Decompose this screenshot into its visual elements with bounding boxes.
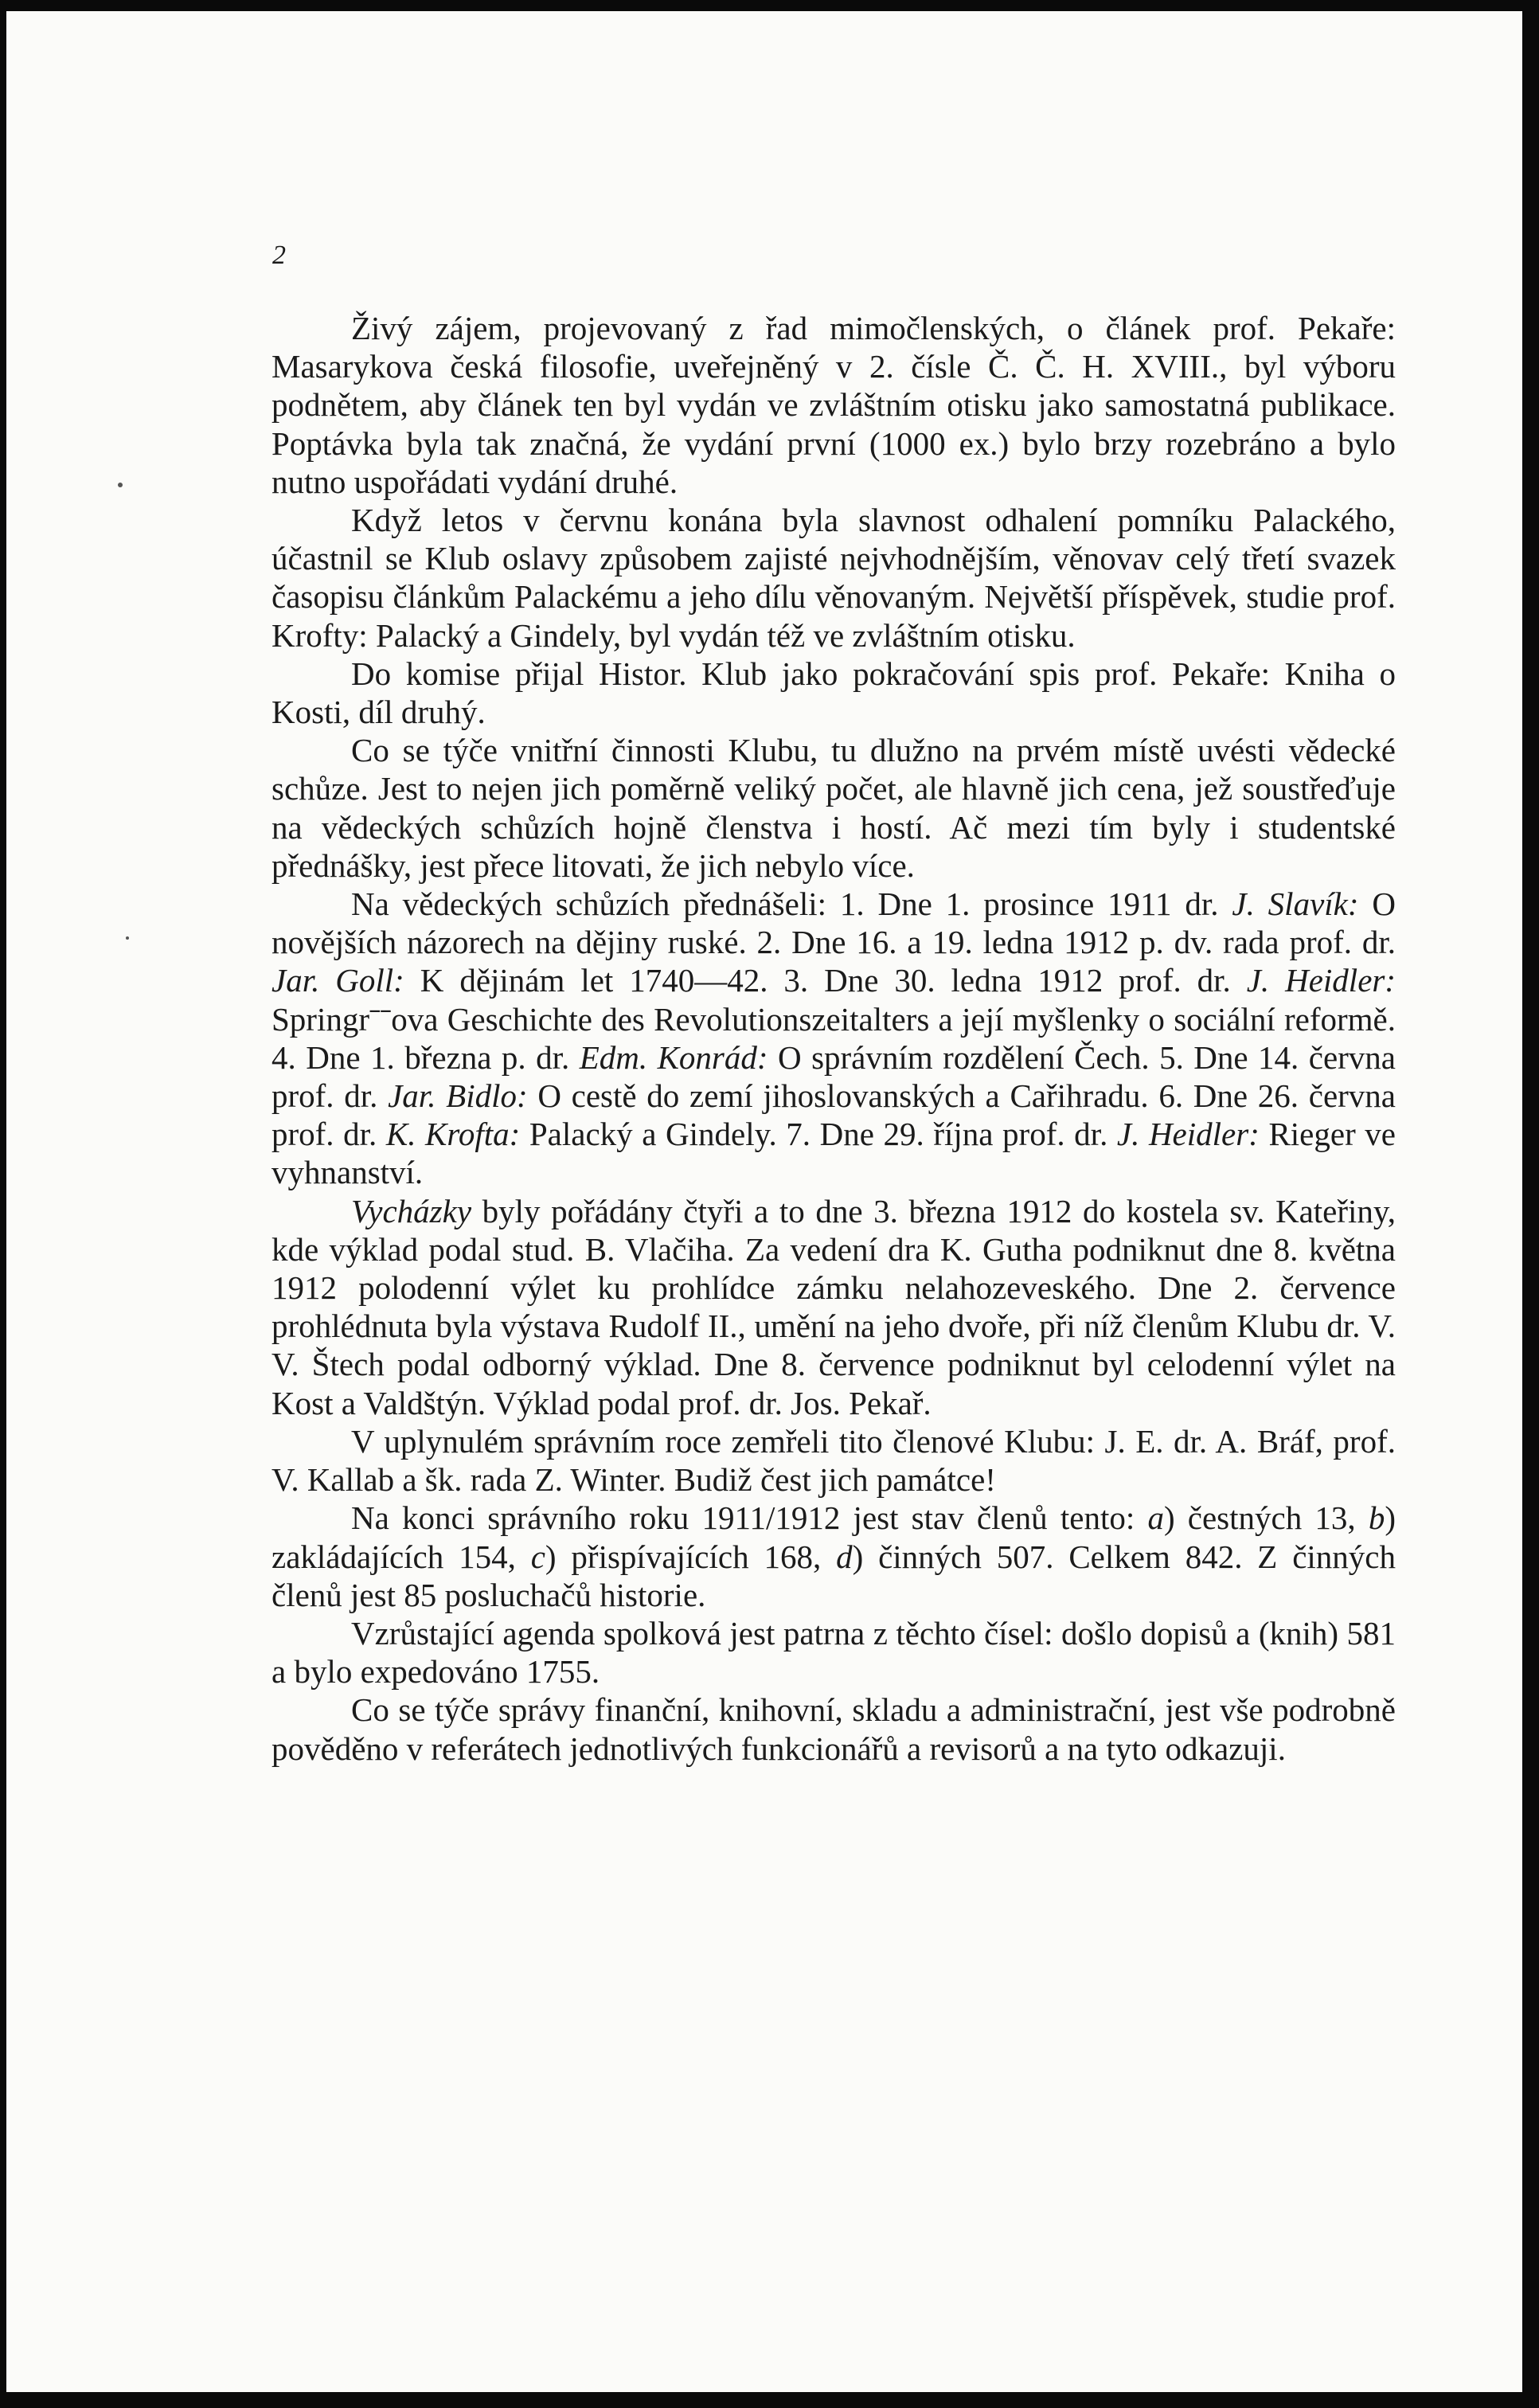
- italic-text: a: [1147, 1499, 1164, 1537]
- paragraph: [271, 309, 1396, 501]
- text-run: Co se týče vnitřní činnosti Klubu, tu dlužno na prvém místě uvésti vědecké schůze. Jest to nejen jich poměrně veliký počet, ale hlavně jich cena, jež soustřeďuje na vědeckých schůzích hojně členstva i hostí. Ač mezi tím byly i studentské přednášky, jest přece litovati, že jich nebylo více.: [271, 732, 1396, 884]
- italic-text: Edm. Konrád:: [579, 1038, 768, 1076]
- italic-text: Jar. Goll:: [271, 962, 404, 999]
- paragraph: [271, 501, 1396, 655]
- text-run: Na vědeckých schůzích přednášeli: 1. Dne 1. prosince 1911 dr.: [351, 885, 1232, 923]
- text-run: Do komise přijal Histor. Klub jako pokračování spis prof. Pekaře: Kniha o Kosti, díl druhý.: [271, 655, 1396, 731]
- italic-text: J. Slavík:: [1232, 885, 1359, 923]
- italic-text: J. Heidler:: [1246, 962, 1396, 999]
- text-run: ) čestných 13,: [1163, 1499, 1369, 1537]
- page-sheet: [6, 11, 1522, 2392]
- italic-text: d: [836, 1538, 853, 1575]
- italic-text: Jar. Bidlo:: [388, 1077, 528, 1115]
- decorative-speck: [118, 483, 123, 487]
- text-run: K dějinám let 1740—42. 3. Dne 30. ledna 1912 prof. dr.: [404, 962, 1247, 999]
- text-run: Když letos v červnu konána byla slavnost odhalení pomníku Palackého, účastnil se Klub oslavy způsobem zajisté nejvhodnějším, věnovav celý třetí svazek časopisu článkům Palackému a jeho dílu věnovaným. Největší příspěvek, studie prof. Krofty: Palacký a Gindely, byl vydán též ve zvláštním otisku.: [271, 502, 1396, 654]
- italic-text: J. Heidler:: [1116, 1116, 1260, 1153]
- italic-text: Vycházky: [351, 1192, 472, 1229]
- text-run: V uplynulém správním roce zemřeli tito členové Klubu: J. E. dr. A. Bráf, prof. V. Kallab a šk. rada Z. Winter. Budiž čest jich památce!: [271, 1422, 1396, 1499]
- italic-text: b: [1368, 1499, 1385, 1537]
- paragraph: [271, 885, 1396, 1192]
- text-run: Springrˉˉova Geschichte des Revolutionszeitalters a její myšlenky o sociální reformě. 4. Dne 1. března p. dr.: [271, 1000, 1396, 1076]
- decorative-speck: [126, 936, 129, 940]
- paragraph: [271, 1422, 1396, 1499]
- text-run: ) činných 507. Celkem 842. Z činných členů jest 85 posluchačů historie.: [271, 1538, 1396, 1613]
- page-number: 2: [272, 240, 286, 270]
- text-run: ) zakládajících 154,: [271, 1499, 1396, 1575]
- text-run: byly pořádány čtyři a to dne 3. března 1912 do kostela sv. Kateřiny, kde výklad podal stud. B. Vlačiha. Za vedení dra K. Gutha podniknut dne 8. května 1912 polodenní výlet ku prohlídce zámku nelahozeveského. Dne 2. července prohlédnuta byla výstava Rudolf II., umění na jeho dvoře, při níž členům Klubu dr. V. V. Štech podal odborný výklad. Dne 8. července podniknut byl celodenní výlet na Kost a Valdštýn. Výklad podal prof. dr. Jos. Pekař.: [271, 1192, 1396, 1421]
- text-run: ) přispívajících 168,: [545, 1538, 837, 1575]
- text-run: O správním rozdělení Čech. 5. Dne 14. června prof. dr.: [271, 1038, 1396, 1115]
- paragraph: [271, 731, 1396, 885]
- text-run: O cestě do zemí jihoslovanských a Cařihradu. 6. Dne 26. června prof. dr.: [271, 1077, 1396, 1153]
- text-run: Palacký a Gindely. 7. Dne 29. října prof. dr.: [520, 1116, 1117, 1153]
- text-run: Co se týče správy finanční, knihovní, skladu a administrační, jest vše podrobně pověděno v referátech jednotlivých funkcionářů a revisorů a na tyto odkazuji.: [271, 1691, 1396, 1767]
- italic-text: c: [530, 1538, 545, 1575]
- paragraph: [271, 1614, 1396, 1691]
- paragraph: [271, 1499, 1396, 1614]
- text-run: Na konci správního roku 1911/1912 jest stav členů tento:: [351, 1499, 1148, 1537]
- text-run: O novějších názorech na dějiny ruské. 2. Dne 16. a 19. ledna 1912 p. dv. rada prof. dr.: [271, 885, 1396, 961]
- paragraph: [271, 655, 1396, 731]
- paragraph: [271, 1192, 1396, 1422]
- italic-text: K. Krofta:: [385, 1116, 521, 1153]
- text-run: Rieger ve vyhnanství.: [271, 1116, 1396, 1191]
- text-run: Živý zájem, projevovaný z řad mimočlenských, o článek prof. Pekaře: Masarykova česká filosofie, uveřejněný v 2. čísle Č. Č. H. XVIII., byl výboru podnětem, aby článek ten byl vydán ve zvláštním otisku jako samostatná publikace. Poptávka byla tak značná, že vydání první (1000 ex.) bylo brzy rozebráno a bylo nutno uspořádati vydání druhé.: [271, 310, 1396, 500]
- text-run: Vzrůstající agenda spolková jest patrna z těchto čísel: došlo dopisů a (knih) 581 a bylo expedováno 1755.: [271, 1614, 1396, 1691]
- paragraph: [271, 1691, 1396, 1767]
- text-body: [271, 309, 1396, 1768]
